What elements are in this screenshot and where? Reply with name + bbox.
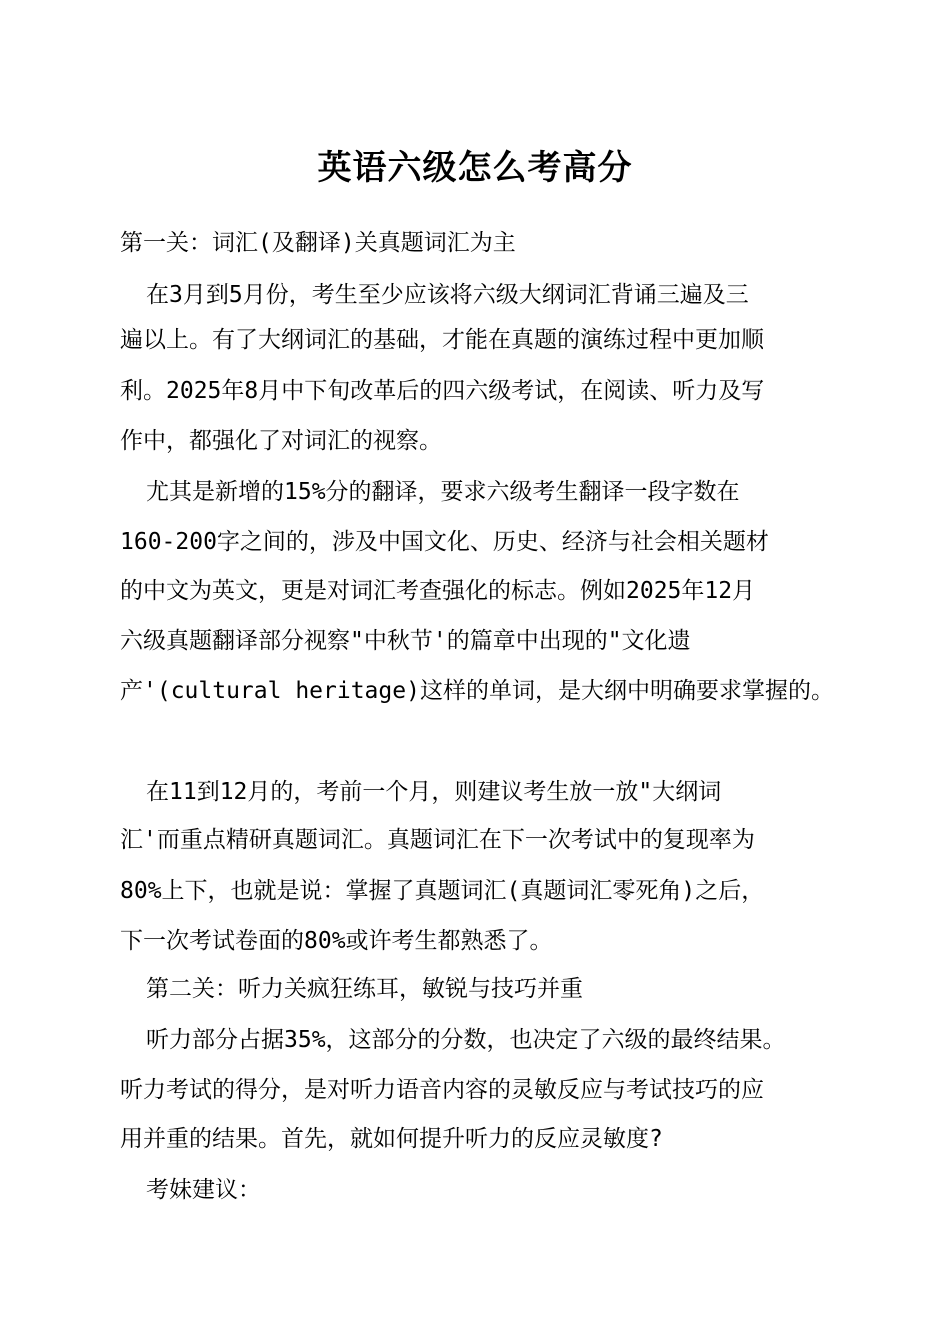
paragraph-line: 作中，都强化了对词汇的视察。 xyxy=(120,428,442,454)
paragraph-line: 听力考试的得分，是对听力语音内容的灵敏反应与考试技巧的应 xyxy=(120,1077,764,1103)
paragraph-line: 80%上下，也就是说：掌握了真题词汇(真题词汇零死角)之后， xyxy=(120,878,765,904)
paragraph-line: 的中文为英文，更是对词汇考查强化的标志。例如2025年12月 xyxy=(120,578,756,604)
paragraph-line: 六级真题翻译部分视察"中秋节'的篇章中出现的"文化遗 xyxy=(120,628,691,654)
paragraph-line: 遍以上。有了大纲词汇的基础，才能在真题的演练过程中更加顺 xyxy=(120,327,764,353)
paragraph-line: 听力部分占据35%，这部分的分数，也决定了六级的最终结果。 xyxy=(146,1027,786,1053)
paragraph-line: 160-200字之间的，涉及中国文化、历史、经济与社会相关题材 xyxy=(120,529,769,555)
document-title: 英语六级怎么考高分 xyxy=(317,148,633,188)
paragraph-line: 尤其是新增的15%分的翻译，要求六级考生翻译一段字数在 xyxy=(146,479,740,505)
paragraph-line: 在3月到5月份，考生至少应该将六级大纲词汇背诵三遍及三 xyxy=(146,282,749,308)
paragraph-line: 汇'而重点精研真题词汇。真题词汇在下一次考试中的复现率为 xyxy=(120,827,755,853)
paragraph-line: 在11到12月的，考前一个月，则建议考生放一放"大纲词 xyxy=(146,779,722,805)
paragraph-line: 考妹建议： xyxy=(146,1177,261,1203)
section-heading-vocabulary: 第一关：词汇(及翻译)关真题词汇为主 xyxy=(120,230,516,256)
paragraph-line: 利。2025年8月中下旬改革后的四六级考试，在阅读、听力及写 xyxy=(120,378,765,404)
paragraph-line: 下一次考试卷面的80%或许考生都熟悉了。 xyxy=(120,928,553,954)
paragraph-line: 用并重的结果。首先，就如何提升听力的反应灵敏度? xyxy=(120,1126,663,1152)
section-heading-listening: 第二关：听力关疯狂练耳，敏锐与技巧并重 xyxy=(146,976,583,1002)
paragraph-line: 产'(cultural heritage)这样的单词，是大纲中明确要求掌握的。 xyxy=(120,678,834,704)
